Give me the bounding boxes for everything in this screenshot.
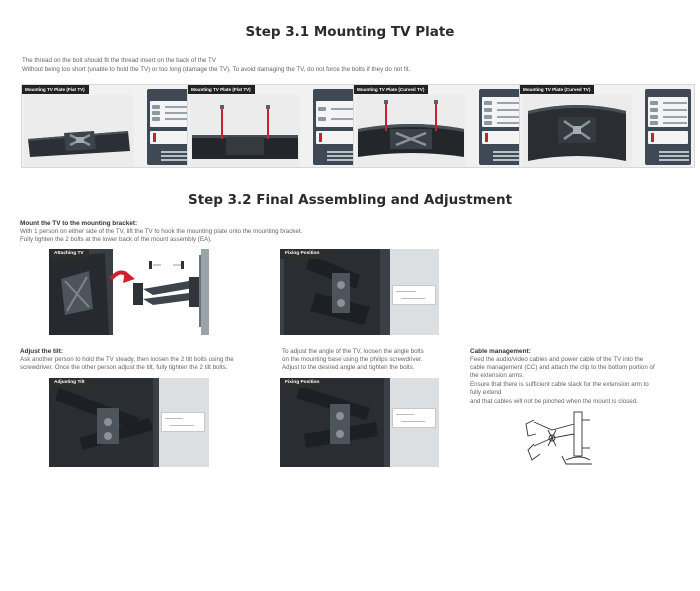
- tilt-heading: Adjust the tilt:: [20, 348, 63, 355]
- fixing-hardware-box-2: [392, 408, 436, 428]
- fixing-position-image: [280, 249, 439, 335]
- tv-plate-illustration: [190, 95, 300, 167]
- mount-text-line1: With 1 person on either side of the TV, lift the TV to hook the mounting plate onto the mounting bracket.: [20, 228, 303, 235]
- adjusting-tilt-image: [49, 378, 209, 467]
- step31-title: Step 3.1 Mounting TV Plate: [245, 24, 455, 40]
- tilt-text-line1: Ask another person to hold the TV steady, then loosen the 2 tilt bolts using the: [20, 356, 234, 363]
- tv-plate-illustration: [522, 95, 632, 167]
- cable-text-line6: and that cables will not be pinched when the mount is closed.: [470, 398, 638, 405]
- angle-text-line1: To adjust the angle of the TV, loosen the angle bolts: [282, 348, 424, 355]
- hardware-sidebar: [645, 89, 691, 165]
- angle-text-line3: Adjust to the desired angle and tighten the bolts.: [282, 364, 415, 371]
- panel-title: Mounting TV Plate (Curved TV): [520, 85, 594, 94]
- cable-text-line3: the extension arms.: [470, 372, 524, 379]
- fixing-hardware-box: [392, 285, 436, 305]
- angle-text-line2: on the mounting base using the philips screwdriver.: [282, 356, 423, 363]
- mount-text-line2: Fully tighten the 2 bolts at the lower back of the mount assembly (EA).: [20, 236, 212, 243]
- cable-management-diagram: [522, 410, 600, 470]
- step32-title: Step 3.2 Final Assembling and Adjustment: [187, 192, 513, 208]
- cable-text-line4: Ensure that there is sufficient cable slack for the extension arm to: [470, 381, 649, 388]
- fixing-position-image-2: [280, 378, 439, 467]
- fixing-position-label: Fixing Position: [280, 249, 324, 259]
- tv-plate-illustration: [24, 95, 134, 167]
- mounting-plate-panel-curved-2: [519, 84, 695, 168]
- cable-text-line5: fully extend: [470, 389, 502, 396]
- fixing-position-label-2: Fixing Position: [280, 378, 324, 388]
- step31-text-line2: Without being too short (unable to hold the TV) or too long (damage the TV). To avoid damaging the TV, do not force the bolts if they do not fit.: [22, 66, 411, 73]
- mounting-plate-panel-flat-1: [21, 84, 197, 168]
- attaching-tv-image: [49, 249, 209, 335]
- adjusting-tilt-label: Adjusting Tilt: [49, 378, 90, 388]
- mounting-plate-panel-flat-2: [187, 84, 363, 168]
- cable-heading: Cable management:: [470, 348, 531, 355]
- tv-plate-illustration: [356, 95, 466, 167]
- step31-text-line1: The thread on the bolt should fit the thread insert on the back of the TV: [22, 57, 216, 64]
- panel-title: Mounting TV Plate (Curved TV): [354, 85, 428, 94]
- attaching-tv-label: Attaching TV: [49, 249, 89, 259]
- cable-text-line1: Feed the audio/video cables and power cable of the TV into the: [470, 356, 644, 363]
- panel-title: Mounting TV Plate (Flat TV): [22, 85, 89, 94]
- cable-text-line2: cable management (CC) and attach the clip to the bottom portion of: [470, 364, 655, 371]
- panel-title: Mounting TV Plate (Flat TV): [188, 85, 255, 94]
- tilt-hardware-box: [161, 412, 205, 432]
- tilt-text-line2: screwdriver. Once the other person adjust the tilt, fully tighten the 2 tilt bolts.: [20, 364, 228, 371]
- mounting-plate-panel-curved-1: [353, 84, 529, 168]
- mount-heading: Mount the TV to the mounting bracket:: [20, 220, 138, 227]
